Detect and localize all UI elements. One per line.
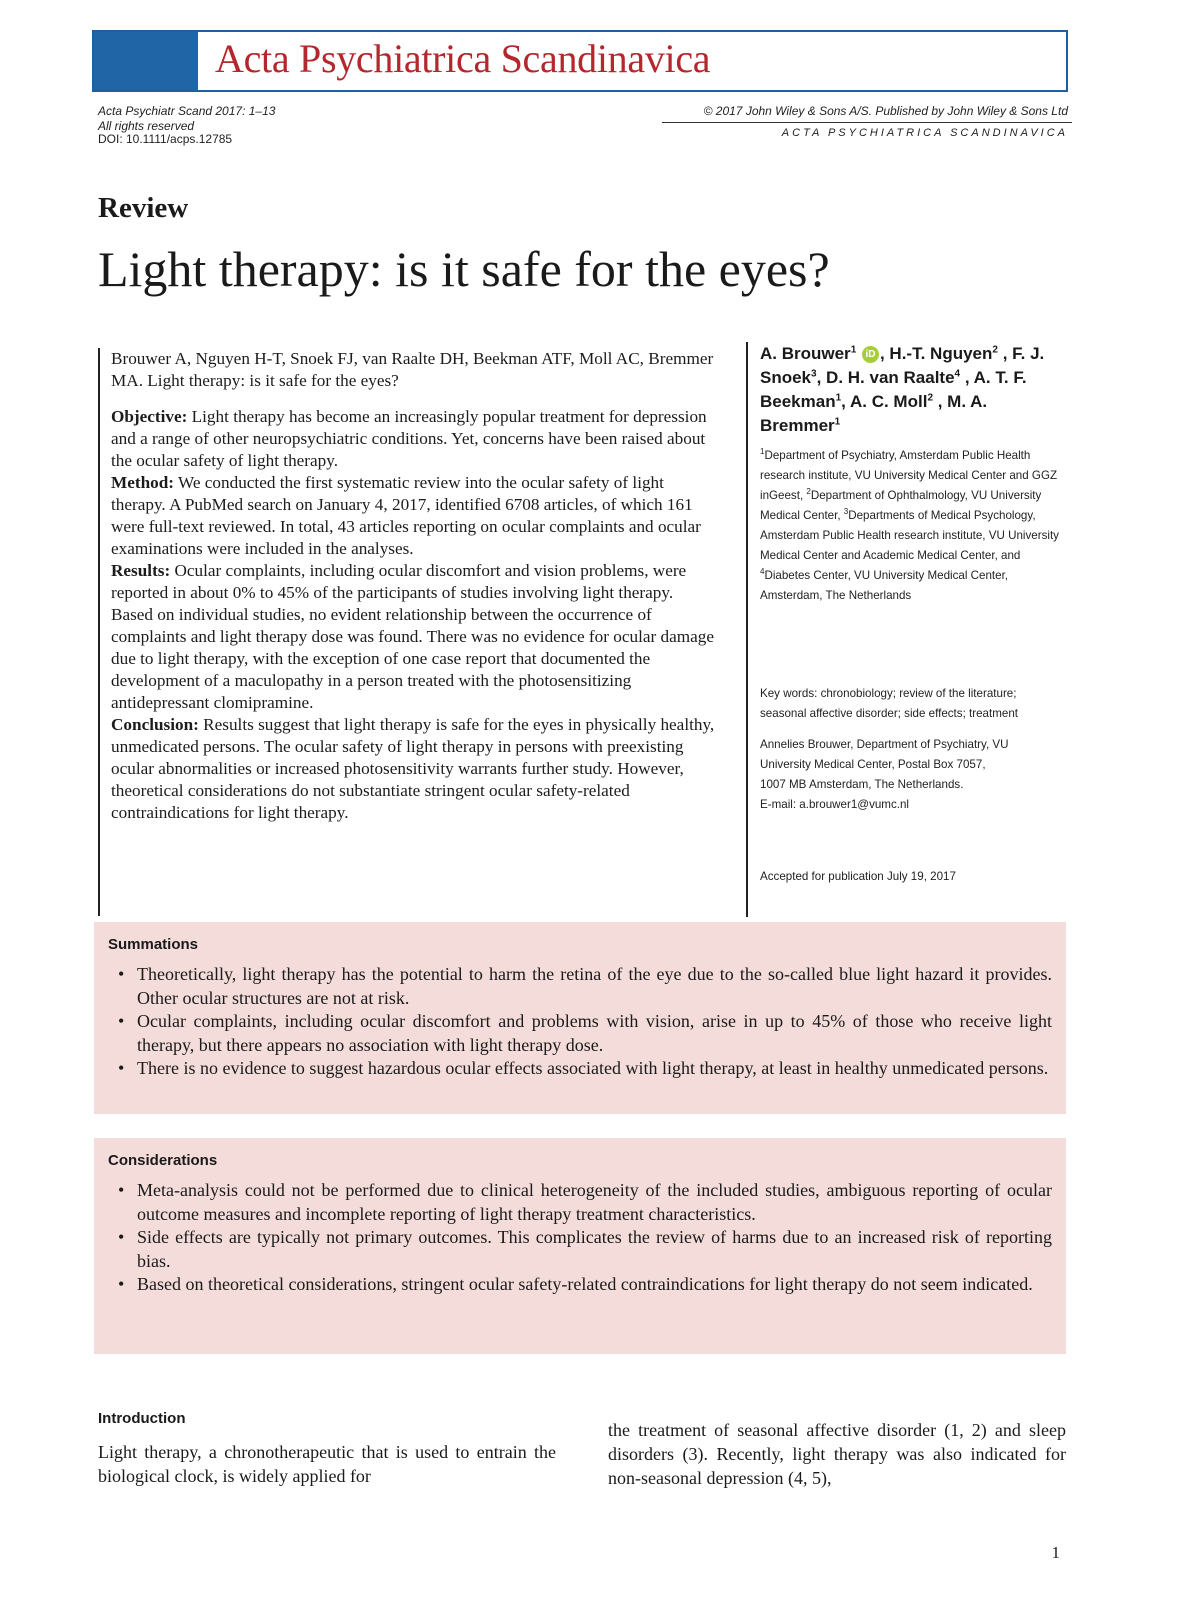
author-affiliation-marker: 1 <box>835 392 842 404</box>
author-affiliation-marker: 1 <box>850 344 857 356</box>
considerations-list <box>108 1179 1052 1297</box>
correspondence-email[interactable]: E-mail: a.brouwer1@vumc.nl <box>760 798 910 811</box>
results-text: Ocular complaints, including ocular discomfort and vision problems, were reported in about 0% to 45% of the participants of studies involving light therapy. Based on individual studies, no evident relationship between the occurrence of complaints and light therapy dose was found. There was no evidence for ocular damage due to light therapy, with the exception of one case report that documented the development of a maculopathy in a person treated with the photosensitizing antidepressant clomipramine. <box>111 561 714 712</box>
affiliation-text: Departments of Medical Psychology, Amsterdam Public Health research institute, VU University Medical Center and Academic Medical Center, and <box>760 509 1059 562</box>
summations-heading: Summations <box>108 936 199 953</box>
author-affiliation-marker: 4 <box>954 368 961 380</box>
citation-info <box>98 104 275 134</box>
author-affiliation-marker: 1 <box>834 416 841 428</box>
author-name: , H.-T. Nguyen <box>879 344 993 363</box>
affiliation-marker: 1 <box>760 447 765 457</box>
header-rule <box>662 122 1072 123</box>
list-item <box>108 1057 1052 1081</box>
abstract <box>98 348 718 916</box>
list-item <box>108 1226 1052 1273</box>
consideration-text: Side effects are typically not primary outcomes. This complicates the review of harms due to an increased risk of reporting bias. <box>137 1227 1052 1271</box>
abstract-objective <box>111 406 718 472</box>
list-item <box>108 1273 1052 1297</box>
page-number: 1 <box>1051 1543 1060 1562</box>
consideration-text: Based on theoretical considerations, stringent ocular safety-related contraindications for light therapy do not seem indicated. <box>137 1274 1033 1294</box>
author-list <box>760 342 1064 438</box>
author-name: , A. T. F. Beekman <box>760 368 1027 411</box>
bullet-icon: • <box>118 1011 125 1031</box>
doi: DOI: 10.1111/acps.12785 <box>98 132 233 146</box>
journal-running-head: ACTA PSYCHIATRICA SCANDINAVICA <box>781 127 1068 139</box>
affiliations <box>760 446 1064 606</box>
summations-box <box>94 922 1066 1114</box>
affiliation-text: Department of Ophthalmology, VU University Medical Center, <box>760 489 1042 522</box>
section-label: Review <box>98 192 189 224</box>
summation-text: There is no evidence to suggest hazardous ocular effects associated with light therapy, at least in healthy unmedicated persons. <box>137 1058 1049 1078</box>
correspondence-line: University Medical Center, Postal Box 7057, <box>760 758 986 771</box>
objective-label: Objective: <box>111 407 188 426</box>
journal-name: Acta Psychiatrica Scandinavica <box>215 36 711 81</box>
affiliation-marker: 2 <box>806 487 811 497</box>
list-item <box>108 1010 1052 1057</box>
objective-text: Light therapy has become an increasingly popular treatment for depression and a range of other neuropsychiatric conditions. Yet, concerns have been raised about the ocular safety of light therapy. <box>111 407 707 470</box>
abstract-conclusion <box>111 714 718 824</box>
list-item <box>108 963 1052 1010</box>
correspondence-line: Annelies Brouwer, Department of Psychiatry, VU <box>760 738 1009 751</box>
method-text: We conducted the first systematic review into the ocular safety of light therapy. A PubMed search on January 4, 2017, identified 6708 articles, of which 161 were full-text reviewed. In total, 43 articles reporting on ocular complaints and ocular examinations were included in the analyses. <box>111 473 701 558</box>
summation-text: Theoretically, light therapy has the potential to harm the retina of the eye due to the so-called blue light hazard it provides. Other ocular structures are not at risk. <box>137 964 1052 1008</box>
correspondence-address <box>760 735 1060 815</box>
author-affiliation-marker: 2 <box>927 392 933 404</box>
bullet-icon: • <box>118 1274 125 1294</box>
accepted-date: Accepted for publication July 19, 2017 <box>760 870 956 883</box>
author-affiliation-marker: 2 <box>992 344 998 356</box>
affiliation-marker: 3 <box>843 507 849 517</box>
article-title: Light therapy: is it safe for the eyes? <box>98 241 830 297</box>
correspondence-line: 1007 MB Amsterdam, The Netherlands. <box>760 778 964 791</box>
bullet-icon: • <box>118 1227 125 1247</box>
bullet-icon: • <box>118 1058 125 1078</box>
bullet-icon: • <box>118 1180 125 1200</box>
abstract-citation: Brouwer A, Nguyen H-T, Snoek FJ, van Raalte DH, Beekman ATF, Moll AC, Bremmer MA. Light therapy: is it safe for the eyes? <box>111 349 714 390</box>
copyright-notice: © 2017 John Wiley & Sons A/S. Published by John Wiley & Sons Ltd <box>703 104 1068 118</box>
considerations-box <box>94 1138 1066 1354</box>
rights-statement: All rights reserved <box>98 119 195 133</box>
author-name: , D. H. van Raalte <box>816 368 955 387</box>
affiliation-text: Diabetes Center, VU University Medical Center, Amsterdam, The Netherlands <box>760 569 1009 602</box>
results-label: Results: <box>111 561 171 580</box>
summation-text: Ocular complaints, including ocular discomfort and problems with vision, arise in up to 45% of those who receive light therapy, but there appears no association with light therapy dose. <box>137 1011 1052 1055</box>
affiliation-marker: 4 <box>760 567 765 577</box>
considerations-heading: Considerations <box>108 1152 218 1169</box>
author-name: , F. J. Snoek <box>760 344 1045 387</box>
conclusion-label: Conclusion: <box>111 715 199 734</box>
keywords: Key words: chronobiology; review of the literature; seasonal affective disorder; side effects; treatment <box>760 687 1018 720</box>
conclusion-text: Results suggest that light therapy is safe for the eyes in physically healthy, unmedicated persons. The ocular safety of light therapy in persons with preexisting ocular abnormalities or increased photosensitivity warrants further study. However, theoretical considerations do not substantiate stringent ocular safety-related contraindications for light therapy. <box>111 715 715 822</box>
orcid-icon[interactable]: iD <box>862 346 879 363</box>
introduction-left-column: Light therapy, a chronotherapeutic that is used to entrain the biological clock, is widely applied for <box>98 1442 556 1486</box>
summations-list <box>108 963 1052 1081</box>
introduction-heading: Introduction <box>98 1410 186 1427</box>
author-name: A. Brouwer <box>760 344 851 363</box>
bullet-icon: • <box>118 964 125 984</box>
author-affiliation-marker: 3 <box>811 368 817 380</box>
introduction-right-column: the treatment of seasonal affective disorder (1, 2) and sleep disorders (3). Recently, light therapy was also indicated for non-seasonal depression (4, 5), <box>608 1420 1066 1488</box>
consideration-text: Meta-analysis could not be performed due to clinical heterogeneity of the included studies, ambiguous reporting of ocular outcome measures and incomplete reporting of light therapy treatment characteristics. <box>137 1180 1052 1224</box>
journal-masthead <box>92 30 1068 92</box>
abstract-results <box>111 560 718 714</box>
author-info-column <box>746 342 1064 917</box>
journal-citation: Acta Psychiatr Scand 2017: 1–13 <box>98 104 276 118</box>
affiliation-text: Department of Psychiatry, Amsterdam Public Health research institute, VU University Medical Center and GGZ inGeest, <box>760 449 1058 502</box>
method-label: Method: <box>111 473 175 492</box>
author-name: , A. C. Moll <box>841 392 928 411</box>
list-item <box>108 1179 1052 1226</box>
author-name: , M. A. Bremmer <box>760 392 988 435</box>
masthead-color-bar <box>94 32 198 90</box>
abstract-method <box>111 472 718 560</box>
